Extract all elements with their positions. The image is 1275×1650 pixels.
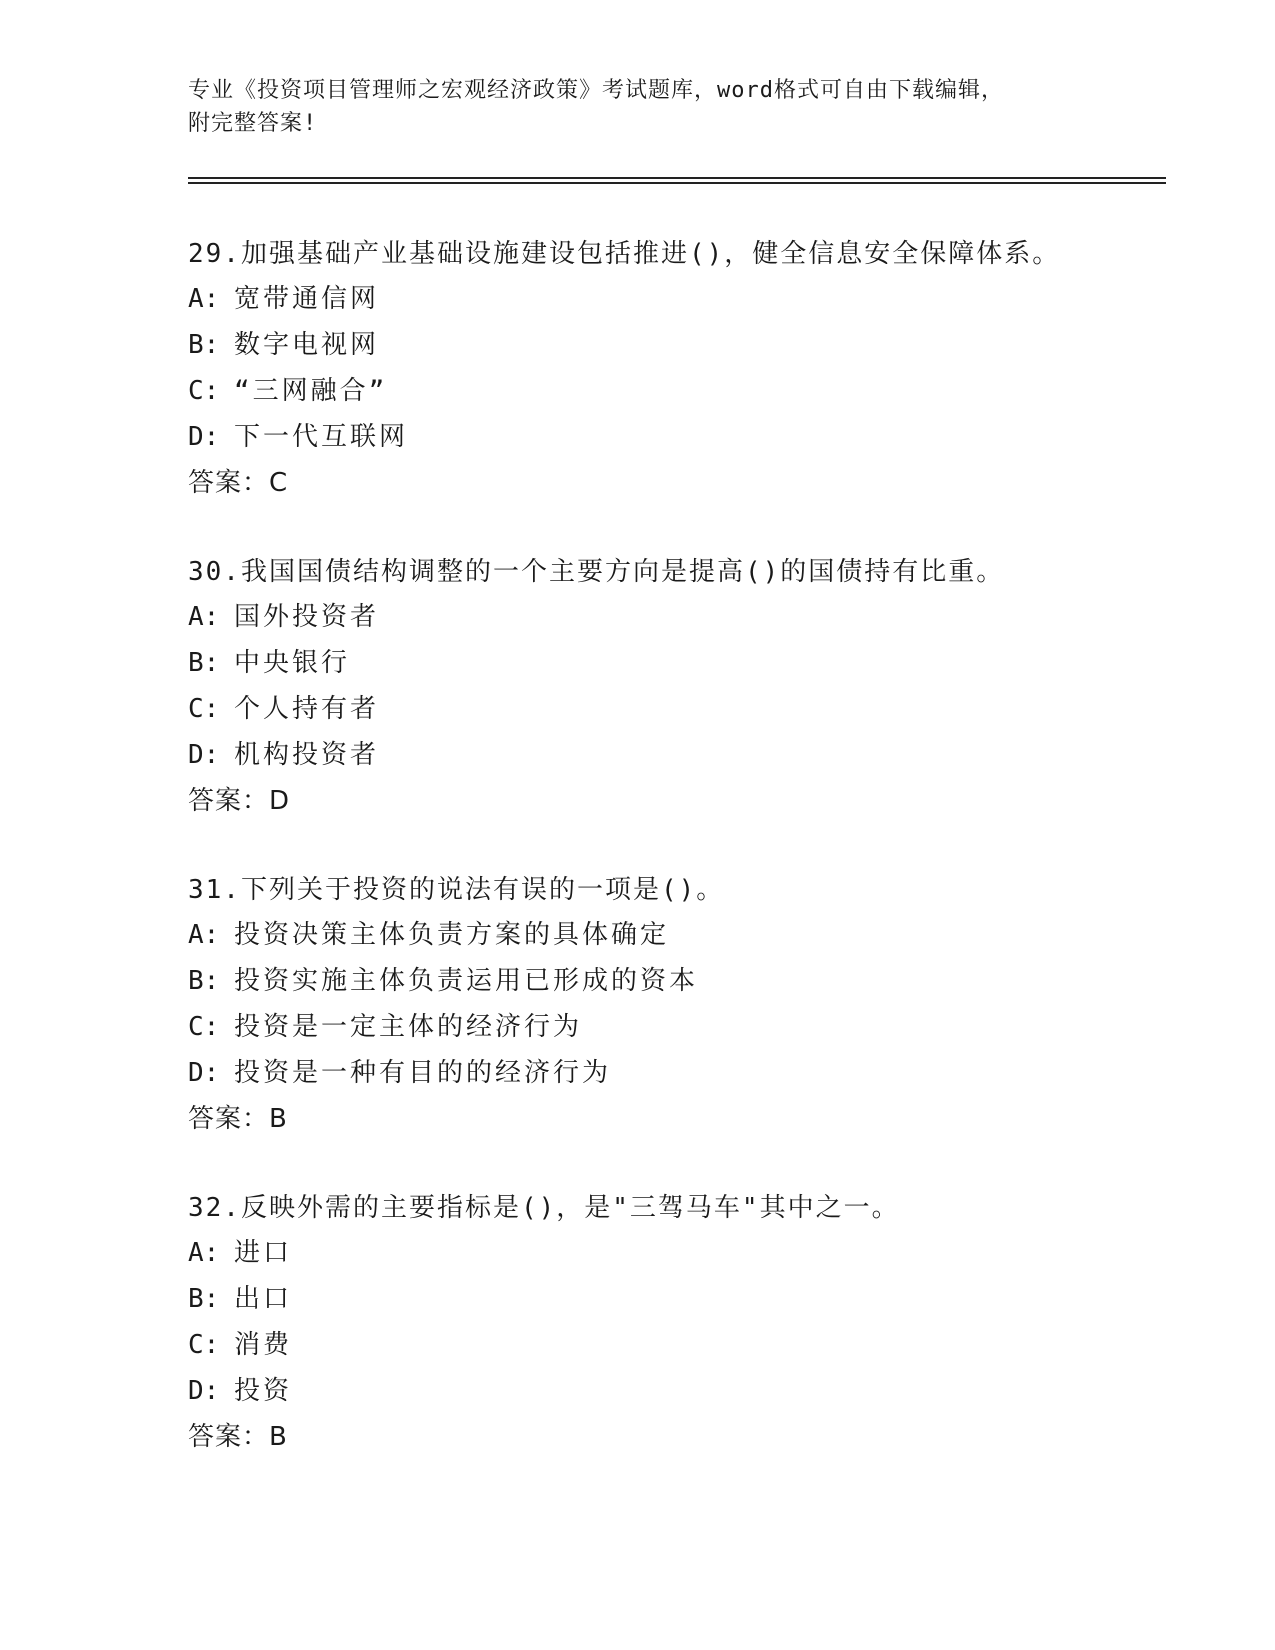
- option-text: 投资: [234, 1376, 293, 1406]
- option-text: 个人持有者: [234, 694, 380, 724]
- option-a: [188, 1230, 1168, 1276]
- option-a: [188, 276, 1168, 322]
- option-text: 投资是一定主体的经济行为: [234, 1012, 583, 1042]
- option-key: D:: [188, 1376, 220, 1406]
- question-32: [188, 1186, 1168, 1460]
- option-key: B:: [188, 966, 220, 996]
- answer-line: [188, 778, 1168, 824]
- option-key: C:: [188, 1012, 220, 1042]
- answer-value: D: [269, 786, 290, 816]
- question-stem: 30.我国国债结构调整的一个主要方向是提高()的国债持有比重。: [188, 557, 1005, 587]
- option-c: [188, 368, 1168, 414]
- option-b: [188, 1276, 1168, 1322]
- question-29: [188, 232, 1168, 506]
- option-a: [188, 912, 1168, 958]
- option-key: C:: [188, 694, 220, 724]
- answer-label: 答案：: [188, 1104, 270, 1134]
- option-text: 下一代互联网: [234, 422, 409, 452]
- answer-label: 答案：: [188, 1422, 270, 1452]
- answer-line: [188, 460, 1168, 506]
- option-d: [188, 732, 1168, 778]
- option-text: 中央银行: [234, 648, 351, 678]
- option-text: 消费: [234, 1330, 293, 1360]
- option-a: [188, 594, 1168, 640]
- answer-label: 答案：: [188, 468, 270, 498]
- option-b: [188, 322, 1168, 368]
- option-text: 国外投资者: [234, 602, 380, 632]
- option-b: [188, 958, 1168, 1004]
- option-b: [188, 640, 1168, 686]
- answer-value: B: [269, 1422, 287, 1452]
- document-header: [188, 74, 1088, 140]
- option-c: [188, 1322, 1168, 1368]
- option-c: [188, 686, 1168, 732]
- option-key: B:: [188, 330, 220, 360]
- question-stem: 31.下列关于投资的说法有误的一项是()。: [188, 875, 725, 905]
- answer-value: C: [269, 468, 288, 498]
- option-d: [188, 414, 1168, 460]
- option-text: 出口: [234, 1284, 293, 1314]
- option-text: 宽带通信网: [234, 284, 380, 314]
- option-text: “三网融合”: [234, 376, 388, 406]
- option-key: A:: [188, 602, 220, 632]
- header-line-1: 专业《投资项目管理师之宏观经济政策》考试题库，word格式可自由下载编辑，: [188, 78, 1004, 103]
- option-c: [188, 1004, 1168, 1050]
- option-key: D:: [188, 740, 220, 770]
- option-key: C:: [188, 376, 220, 406]
- option-text: 投资是一种有目的的经济行为: [234, 1058, 612, 1088]
- answer-line: [188, 1096, 1168, 1142]
- question-31: [188, 868, 1168, 1142]
- question-30: [188, 550, 1168, 824]
- option-text: 投资决策主体负责方案的具体确定: [234, 920, 670, 950]
- option-text: 进口: [234, 1238, 293, 1268]
- option-d: [188, 1050, 1168, 1096]
- question-stem: 29.加强基础产业基础设施建设包括推进()，健全信息安全保障体系。: [188, 239, 1061, 269]
- header-divider-top: [188, 177, 1166, 179]
- option-key: A:: [188, 1238, 220, 1268]
- option-key: B:: [188, 648, 220, 678]
- option-key: D:: [188, 1058, 220, 1088]
- option-text: 投资实施主体负责运用已形成的资本: [234, 966, 699, 996]
- option-key: B:: [188, 1284, 220, 1314]
- option-text: 机构投资者: [234, 740, 380, 770]
- option-d: [188, 1368, 1168, 1414]
- option-key: D:: [188, 422, 220, 452]
- answer-label: 答案：: [188, 786, 270, 816]
- header-divider-bottom: [188, 182, 1166, 184]
- answer-value: B: [269, 1104, 287, 1134]
- question-stem: 32.反映外需的主要指标是()，是"三驾马车"其中之一。: [188, 1193, 900, 1223]
- option-text: 数字电视网: [234, 330, 380, 360]
- answer-line: [188, 1414, 1168, 1460]
- option-key: A:: [188, 284, 220, 314]
- header-line-2: 附完整答案!: [188, 111, 318, 136]
- option-key: A:: [188, 920, 220, 950]
- option-key: C:: [188, 1330, 220, 1360]
